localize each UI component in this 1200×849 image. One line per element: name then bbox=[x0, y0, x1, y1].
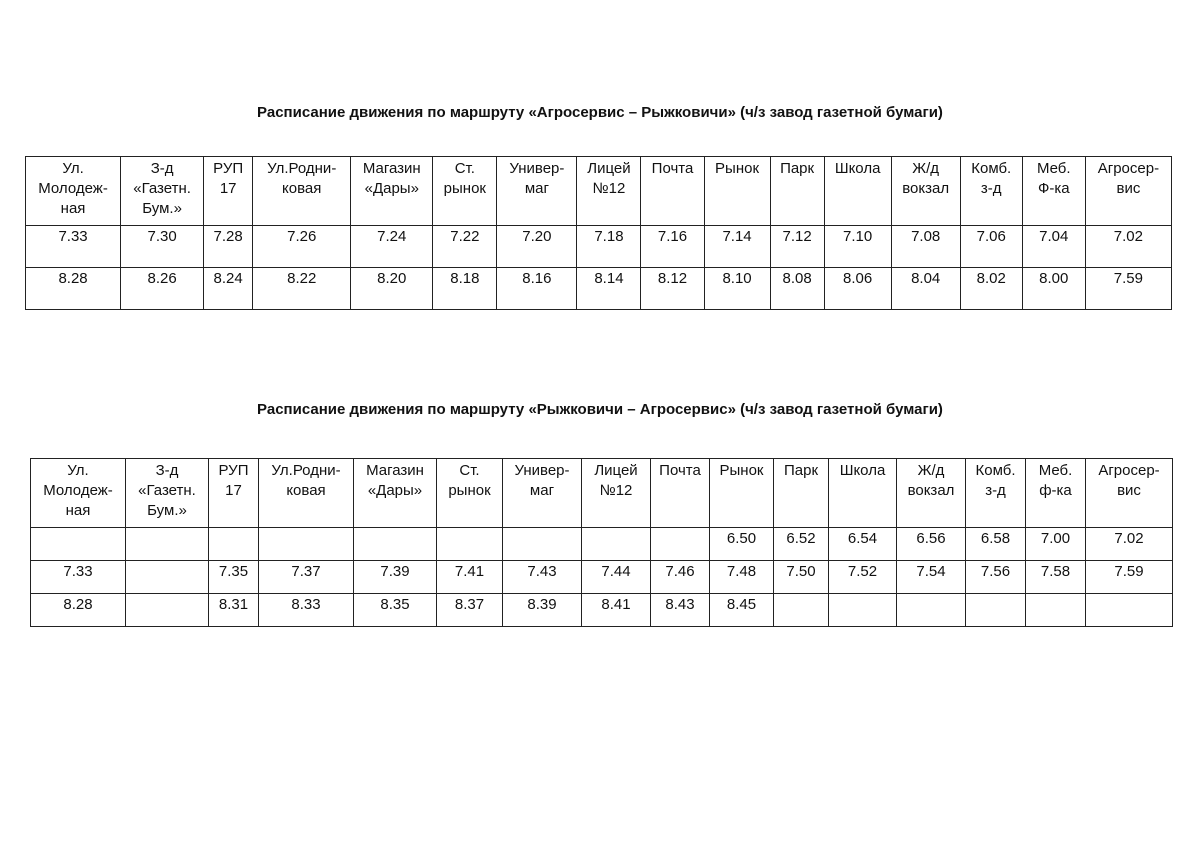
time-cell: 7.06 bbox=[960, 226, 1022, 268]
time-cell bbox=[966, 594, 1026, 627]
time-cell: 6.56 bbox=[897, 528, 966, 561]
header-cell: Ул.Родни- ковая bbox=[253, 157, 351, 226]
time-cell bbox=[31, 528, 126, 561]
header-cell: Ул. Молодеж- ная bbox=[26, 157, 121, 226]
time-cell: 7.59 bbox=[1085, 268, 1171, 310]
header-cell: Парк bbox=[774, 459, 829, 528]
header-cell: Лицей №12 bbox=[577, 157, 641, 226]
header-cell: Меб. ф-ка bbox=[1026, 459, 1086, 528]
table-row bbox=[26, 268, 1172, 310]
time-cell: 7.28 bbox=[204, 226, 253, 268]
time-cell: 8.43 bbox=[651, 594, 710, 627]
time-cell bbox=[126, 561, 209, 594]
time-cell: 8.22 bbox=[253, 268, 351, 310]
header-cell: РУП 17 bbox=[204, 157, 253, 226]
table-row bbox=[31, 594, 1173, 627]
header-cell: Универ- маг bbox=[503, 459, 582, 528]
header-cell: Универ- маг bbox=[497, 157, 577, 226]
header-cell: Лицей №12 bbox=[582, 459, 651, 528]
time-cell: 8.16 bbox=[497, 268, 577, 310]
time-cell: 8.14 bbox=[577, 268, 641, 310]
time-cell: 7.39 bbox=[354, 561, 437, 594]
time-cell bbox=[829, 594, 897, 627]
header-cell: РУП 17 bbox=[209, 459, 259, 528]
time-cell: 7.18 bbox=[577, 226, 641, 268]
time-cell: 7.59 bbox=[1086, 561, 1173, 594]
time-cell: 7.16 bbox=[641, 226, 704, 268]
header-cell: Комб. з-д bbox=[960, 157, 1022, 226]
time-cell bbox=[354, 528, 437, 561]
header-cell: Ж/д вокзал bbox=[891, 157, 960, 226]
header-cell: Школа bbox=[824, 157, 891, 226]
schedule-table-agroservis-ryzhkovichi bbox=[25, 156, 1172, 310]
time-cell: 7.08 bbox=[891, 226, 960, 268]
time-cell: 8.24 bbox=[204, 268, 253, 310]
time-cell: 8.12 bbox=[641, 268, 704, 310]
time-cell: 8.06 bbox=[824, 268, 891, 310]
time-cell: 7.46 bbox=[651, 561, 710, 594]
time-cell: 7.04 bbox=[1022, 226, 1085, 268]
header-cell: Магазин «Дары» bbox=[354, 459, 437, 528]
time-cell: 7.54 bbox=[897, 561, 966, 594]
time-cell: 8.02 bbox=[960, 268, 1022, 310]
time-cell: 6.50 bbox=[710, 528, 774, 561]
time-cell: 8.31 bbox=[209, 594, 259, 627]
time-cell: 8.00 bbox=[1022, 268, 1085, 310]
time-cell: 7.02 bbox=[1086, 528, 1173, 561]
header-cell: Агросер- вис bbox=[1086, 459, 1173, 528]
header-cell: З-д «Газетн. Бум.» bbox=[126, 459, 209, 528]
header-cell: Комб. з-д bbox=[966, 459, 1026, 528]
schedule-title-agroservis-ryzhkovichi: Расписание движения по маршруту «Агросервис – Рыжковичи» (ч/з завод газетной бумаги) bbox=[257, 104, 943, 121]
schedule-table-ryzhkovichi-agroservis bbox=[30, 458, 1173, 627]
header-cell: Агросер- вис bbox=[1085, 157, 1171, 226]
time-cell: 8.37 bbox=[437, 594, 503, 627]
table-header-row bbox=[26, 157, 1172, 226]
time-cell: 7.37 bbox=[259, 561, 354, 594]
time-cell: 6.52 bbox=[774, 528, 829, 561]
time-cell: 8.18 bbox=[433, 268, 497, 310]
time-cell: 6.54 bbox=[829, 528, 897, 561]
time-cell: 8.08 bbox=[770, 268, 824, 310]
time-cell: 7.58 bbox=[1026, 561, 1086, 594]
time-cell bbox=[1026, 594, 1086, 627]
time-cell bbox=[437, 528, 503, 561]
time-cell: 7.02 bbox=[1085, 226, 1171, 268]
header-cell: Меб. Ф-ка bbox=[1022, 157, 1085, 226]
time-cell bbox=[651, 528, 710, 561]
time-cell: 8.35 bbox=[354, 594, 437, 627]
time-cell: 7.20 bbox=[497, 226, 577, 268]
table-row bbox=[31, 528, 1173, 561]
time-cell bbox=[774, 594, 829, 627]
schedule-title-ryzhkovichi-agroservis: Расписание движения по маршруту «Рыжковичи – Агросервис» (ч/з завод газетной бумаги) bbox=[257, 401, 943, 418]
time-cell: 8.45 bbox=[710, 594, 774, 627]
time-cell bbox=[582, 528, 651, 561]
header-cell: Ул.Родни- ковая bbox=[259, 459, 354, 528]
time-cell bbox=[503, 528, 582, 561]
table-row bbox=[26, 226, 1172, 268]
time-cell: 7.48 bbox=[710, 561, 774, 594]
time-cell: 8.26 bbox=[121, 268, 204, 310]
header-cell: Школа bbox=[829, 459, 897, 528]
time-cell: 7.56 bbox=[966, 561, 1026, 594]
table-row bbox=[31, 561, 1173, 594]
time-cell: 8.20 bbox=[351, 268, 433, 310]
time-cell: 7.33 bbox=[31, 561, 126, 594]
header-cell: Ст. рынок bbox=[437, 459, 503, 528]
table-header-row bbox=[31, 459, 1173, 528]
header-cell: Ул. Молодеж- ная bbox=[31, 459, 126, 528]
header-cell: Ст. рынок bbox=[433, 157, 497, 226]
time-cell bbox=[126, 528, 209, 561]
time-cell: 7.41 bbox=[437, 561, 503, 594]
time-cell: 7.00 bbox=[1026, 528, 1086, 561]
time-cell: 7.10 bbox=[824, 226, 891, 268]
time-cell: 7.22 bbox=[433, 226, 497, 268]
time-cell: 7.30 bbox=[121, 226, 204, 268]
time-cell: 7.35 bbox=[209, 561, 259, 594]
time-cell: 8.41 bbox=[582, 594, 651, 627]
time-cell: 7.12 bbox=[770, 226, 824, 268]
header-cell: Почта bbox=[641, 157, 704, 226]
time-cell: 8.33 bbox=[259, 594, 354, 627]
time-cell bbox=[126, 594, 209, 627]
time-cell bbox=[897, 594, 966, 627]
time-cell: 6.58 bbox=[966, 528, 1026, 561]
header-cell: Магазин «Дары» bbox=[351, 157, 433, 226]
time-cell: 8.39 bbox=[503, 594, 582, 627]
time-cell: 7.50 bbox=[774, 561, 829, 594]
time-cell: 8.10 bbox=[704, 268, 770, 310]
header-cell: Рынок bbox=[704, 157, 770, 226]
header-cell: Почта bbox=[651, 459, 710, 528]
header-cell: Рынок bbox=[710, 459, 774, 528]
time-cell: 7.43 bbox=[503, 561, 582, 594]
time-cell bbox=[1086, 594, 1173, 627]
time-cell bbox=[259, 528, 354, 561]
time-cell: 8.28 bbox=[26, 268, 121, 310]
time-cell: 7.24 bbox=[351, 226, 433, 268]
time-cell bbox=[209, 528, 259, 561]
time-cell: 7.14 bbox=[704, 226, 770, 268]
time-cell: 7.33 bbox=[26, 226, 121, 268]
time-cell: 8.04 bbox=[891, 268, 960, 310]
time-cell: 8.28 bbox=[31, 594, 126, 627]
header-cell: Ж/д вокзал bbox=[897, 459, 966, 528]
header-cell: З-д «Газетн. Бум.» bbox=[121, 157, 204, 226]
time-cell: 7.26 bbox=[253, 226, 351, 268]
time-cell: 7.44 bbox=[582, 561, 651, 594]
header-cell: Парк bbox=[770, 157, 824, 226]
time-cell: 7.52 bbox=[829, 561, 897, 594]
